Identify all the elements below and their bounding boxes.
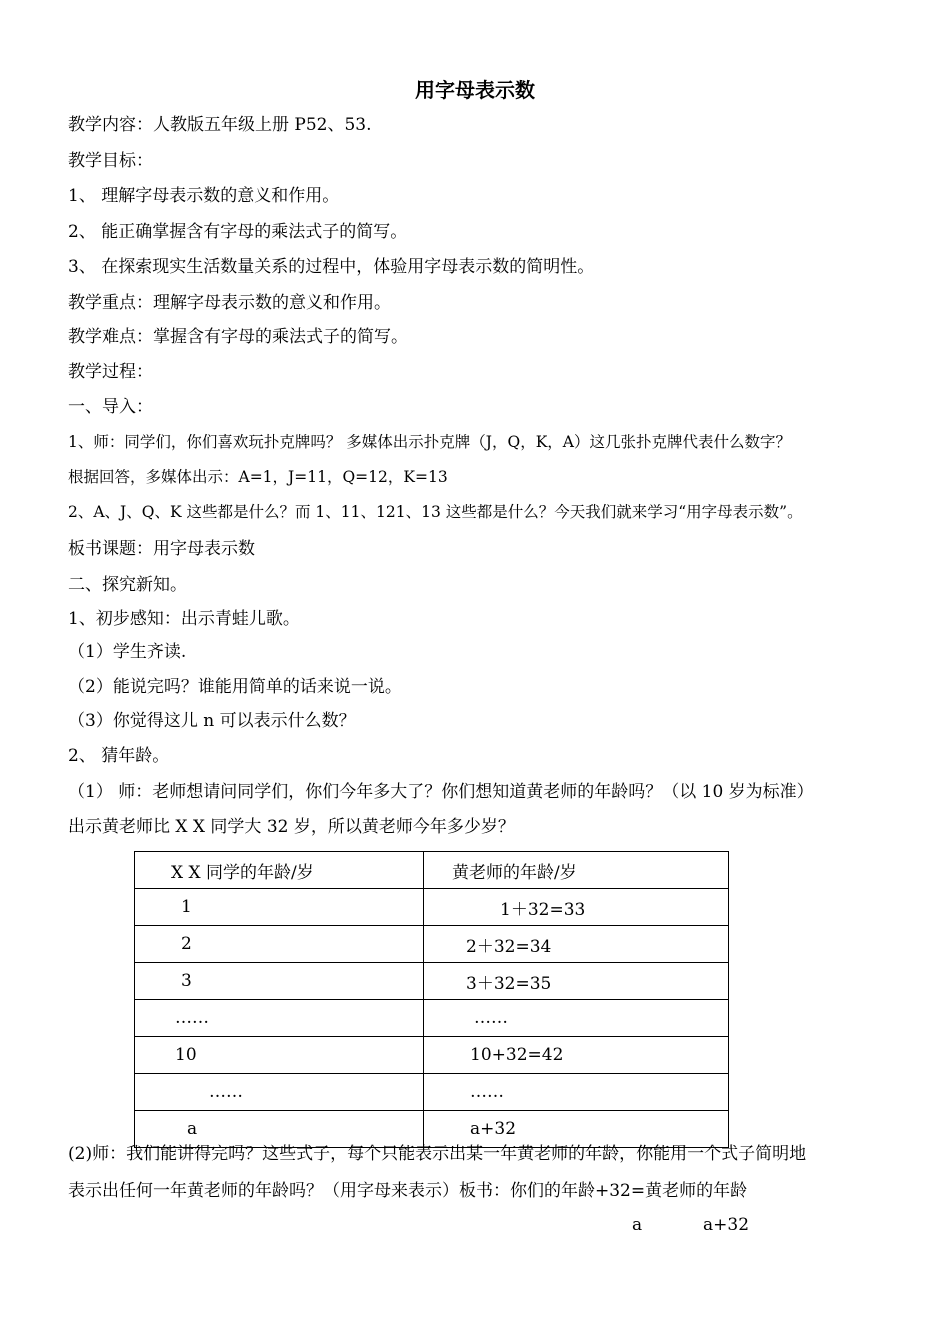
- table-cell: ……: [424, 1000, 729, 1037]
- difficult-point: 教学难点：掌握含有字母的乘法式子的简写。: [68, 327, 408, 347]
- formula-variable: a: [632, 1215, 643, 1235]
- explore-step-1-2: （2）能说完吗？谁能用简单的话来说一说。: [68, 677, 402, 697]
- table-row: [135, 889, 729, 926]
- table-cell: a: [135, 1111, 424, 1148]
- table-cell: ……: [135, 1000, 424, 1037]
- table-row: [135, 1037, 729, 1074]
- explore-step-1: 1、初步感知：出示青蛙儿歌。: [68, 609, 300, 629]
- goal-2: 2、 能正确掌握含有字母的乘法式子的简写。: [68, 222, 408, 242]
- intro-question-2: 2、A、J、Q、K 这些都是什么？而 1、11、121、13 这些都是什么？今天我们就来学习“用字母表示数”。: [68, 503, 803, 521]
- goal-3: 3、 在探索现实生活数量关系的过程中，体验用字母表示数的简明性。: [68, 257, 595, 277]
- page-title: 用字母表示数: [415, 78, 535, 102]
- table-cell: 2: [135, 926, 424, 963]
- section-explore-heading: 二、探究新知。: [68, 575, 187, 595]
- key-point: 教学重点：理解字母表示数的意义和作用。: [68, 293, 391, 313]
- goal-1: 1、 理解字母表示数的意义和作用。: [68, 186, 340, 206]
- guess-age-prompt: 出示黄老师比 X X 同学大 32 岁，所以黄老师今年多少岁？: [68, 817, 515, 837]
- table-cell: 1: [135, 889, 424, 926]
- table-header-student-age: X X 同学的年龄/岁: [135, 852, 424, 889]
- intro-question-1: 1、师：同学们，你们喜欢玩扑克牌吗？ 多媒体出示扑克牌（J，Q，K，A）这几张扑克牌代表什么数字？: [68, 433, 791, 451]
- table-cell: 3＋32=35: [424, 963, 729, 1000]
- table-cell: 1＋32=33: [424, 889, 729, 926]
- age-table: [134, 851, 729, 1148]
- table-row: [135, 1074, 729, 1111]
- table-header-teacher-age: 黄老师的年龄/岁: [424, 852, 729, 889]
- table-cell: 3: [135, 963, 424, 1000]
- table-cell: ……: [135, 1074, 424, 1111]
- followup-question-1: (2)师：我们能讲得完吗？这些式子，每个只能表示出某一年黄老师的年龄，你能用一个式子简明地: [68, 1144, 807, 1164]
- formula-expression: a+32: [703, 1215, 750, 1235]
- explore-step-2: 2、 猜年龄。: [68, 746, 170, 766]
- table-cell: 10+32=42: [424, 1037, 729, 1074]
- explore-step-1-1: （1）学生齐读.: [68, 642, 187, 662]
- table-cell: a+32: [424, 1111, 729, 1148]
- teaching-content: 教学内容：人教版五年级上册 P52、53.: [68, 115, 372, 135]
- intro-answer: 根据回答，多媒体出示：A=1，J=11，Q=12，K=13: [68, 468, 448, 486]
- followup-question-2: 表示出任何一年黄老师的年龄吗？（用字母来表示）板书：你们的年龄+32=黄老师的年龄: [68, 1181, 748, 1201]
- process-heading: 教学过程：: [68, 362, 153, 382]
- table-row: [135, 1111, 729, 1148]
- table-row: [135, 963, 729, 1000]
- section-intro-heading: 一、导入：: [68, 397, 153, 417]
- table-row: [135, 926, 729, 963]
- table-header-row: [135, 852, 729, 889]
- table-cell: 2＋32=34: [424, 926, 729, 963]
- table-row: [135, 1000, 729, 1037]
- table-cell: ……: [424, 1074, 729, 1111]
- table-cell: 10: [135, 1037, 424, 1074]
- board-topic: 板书课题：用字母表示数: [68, 539, 255, 559]
- explore-step-1-3: （3）你觉得这儿 n 可以表示什么数？: [68, 711, 356, 731]
- teaching-goals-heading: 教学目标：: [68, 151, 153, 171]
- guess-age-question: （1） 师：老师想请问同学们，你们今年多大了？你们想知道黄老师的年龄吗？（以 10 岁为标准）: [68, 782, 814, 802]
